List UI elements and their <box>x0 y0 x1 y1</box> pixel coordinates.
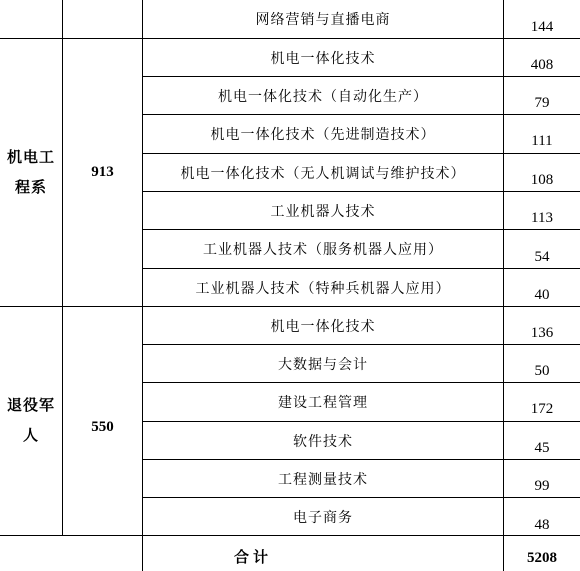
major-cell: 工程测量技术 <box>278 472 368 488</box>
major-cell: 工业机器人技术（服务机器人应用） <box>203 242 443 258</box>
count-cell: 111 <box>531 132 553 149</box>
count-cell: 108 <box>530 171 554 188</box>
count-cell: 113 <box>531 209 553 226</box>
department-name-line2: 程系 <box>14 178 47 196</box>
count-cell: 144 <box>530 18 554 35</box>
count-cell: 172 <box>530 400 554 417</box>
count-cell: 99 <box>534 477 550 494</box>
count-cell: 48 <box>534 516 550 533</box>
total-label: 合计 <box>233 548 272 566</box>
count-cell: 408 <box>530 56 554 73</box>
department-name-line1: 退役军 <box>6 397 55 414</box>
major-cell: 机电一体化技术 <box>270 51 376 67</box>
count-cell: 45 <box>534 439 550 456</box>
department-name-line2: 人 <box>22 427 39 444</box>
total-value: 5208 <box>527 549 557 566</box>
department-subtotal: 550 <box>91 418 114 435</box>
count-cell: 136 <box>530 324 554 341</box>
major-cell: 机电一体化技术（无人机调试与维护技术） <box>180 166 466 182</box>
count-cell: 40 <box>534 286 550 303</box>
major-cell: 工业机器人技术 <box>270 204 376 220</box>
major-cell: 机电一体化技术 <box>270 319 376 335</box>
major-cell: 网络营销与直播电商 <box>255 12 391 28</box>
major-cell: 电子商务 <box>293 510 353 526</box>
major-cell: 工业机器人技术（特种兵机器人应用） <box>195 281 451 297</box>
count-cell: 54 <box>534 248 550 265</box>
department-name-line1: 机电工 <box>6 148 55 166</box>
department-cell <box>0 307 62 535</box>
major-cell: 建设工程管理 <box>278 395 368 411</box>
count-cell: 79 <box>534 94 550 111</box>
major-cell: 大数据与会计 <box>278 357 368 373</box>
count-cell: 50 <box>534 362 550 379</box>
major-cell: 软件技术 <box>293 434 353 450</box>
department-subtotal: 913 <box>91 164 114 180</box>
department-cell <box>0 39 62 306</box>
major-cell: 机电一体化技术（自动化生产） <box>218 89 428 105</box>
major-cell: 机电一体化技术（先进制造技术） <box>210 127 436 143</box>
